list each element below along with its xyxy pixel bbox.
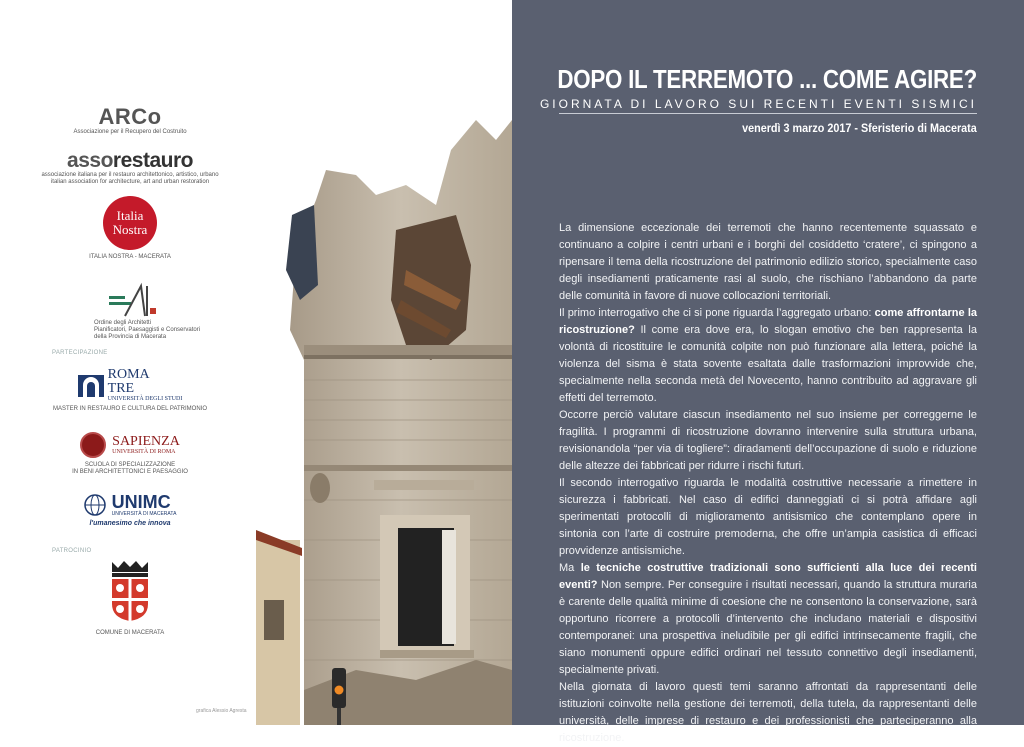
unimc-wordmark — [112, 493, 177, 517]
arco-name: ARCo — [98, 104, 162, 129]
roma-tre-wordmark — [108, 368, 183, 403]
event-title: DOPO IL TERREMOTO ... COME AGIRE? — [557, 64, 977, 94]
arco-subtitle: Associazione per il Recupero del Costruito — [73, 129, 187, 135]
paragraph-4: Il secondo interrogativo riguarda le modalità costruttive necessarie a rimettere in sicurezza i fabbricati. Nel caso di edifici danneggiati ci si potrà affidare agli sperimentati protocolli di miglioramento antisismico che contemplano opere in sintonia con l’arte di costruire premoderna, che offre un’ampia casistica di efficaci provvidenze antisismiche. — [559, 477, 977, 557]
event-date-location: venerdì 3 marzo 2017 - Sferisterio di Macerata — [742, 121, 977, 135]
italia-nostra-logo — [40, 196, 220, 261]
event-description — [559, 220, 977, 747]
paragraph-6: Nella giornata di lavoro questi temi saranno affrontati da rappresentanti delle istituzioni coinvolte nella gestione dei terremoti, della tutela, da rappresentanti delle università, delle imprese di restauro e dei professionisti che parteciperanno alla ricostruzione. — [559, 681, 977, 744]
sapienza-caption2: IN BENI ARCHITETTONICI E PAESAGGIO — [72, 469, 188, 475]
paragraph-5-a: Ma — [559, 562, 581, 574]
sapienza-word2: UNIVERSITÀ DI ROMA — [112, 448, 176, 455]
event-panel — [512, 0, 1024, 744]
sapienza-wordmark — [112, 435, 180, 456]
paragraph-2-c: Il come era dove era, lo slogan emotivo che ben rappresenta la volontà di ricostituire le comunità colpite non può funzionare alla lettera, poiché la violenza del sisma è stata sovente esaltata dalle trasformazioni improvvide che, specialmente nella seconda metà del Novecento, hanno contribuito ad aggravare gli effetti del terremoto. — [559, 324, 977, 404]
arco-logo — [40, 105, 220, 136]
earthquake-damaged-building-photo — [256, 0, 512, 725]
paragraph-5-question: le tecniche costruttive tradizionali sono sufficienti alla luce dei recenti eventi? — [559, 562, 977, 591]
italia-nostra-word2: Nostra — [112, 222, 148, 237]
paragraph-2-question: come affrontarne la ricostruzione? — [559, 307, 977, 336]
sapienza-seal-icon — [80, 432, 106, 458]
unimc-sub: UNIVERSITÀ DI MACERATA — [111, 511, 177, 517]
italia-nostra-word1: Italia — [116, 208, 144, 223]
paragraph-5-c: Non sempre. Per conseguire i risultati necessari, quando la struttura muraria è carente delle qualità minime di coesione che ne consentono la conservazione, sarà opportuno ricorrere a protocolli d’intervento che includano materiali e dispositivi contemporanei: una prospettiva ineludibile per gli edifici intrinsecamente fragili, che siano monumenti oppure edifici ordinari nel tessuto connettivo degli insediamenti, specialmente privati. — [559, 579, 977, 676]
ordine-architetti-logo — [40, 282, 220, 341]
sapienza-logo — [40, 432, 220, 476]
paragraph-1: La dimensione eccezionale dei terremoti che hanno recentemente squassato e continuano a colpire i centri urbani e i borghi del cosiddetto ‘cratere’, ci spingono a ripensare il tema della ricostruzione del patrimonio edilizio storico, specialmente caso degli insediamenti praticamente rasi al suolo, che rischiano l’abbandono da parte delle comunità in favore di nuove collocazioni territoriali. — [559, 222, 977, 302]
unimc-word: UNIMC — [111, 492, 171, 512]
unimc-tagline: l'umanesimo che innova — [89, 520, 171, 527]
ordine-line3: della Provincia di Macerata — [94, 334, 167, 340]
sponsors-column — [0, 0, 256, 725]
unimc-mark — [40, 493, 220, 517]
sapienza-caption1: SCUOLA DI SPECIALIZZAZIONE — [84, 462, 176, 468]
ordine-line1: Ordine degli Architetti — [94, 320, 152, 326]
assorestauro-name-a: asso — [67, 149, 113, 172]
sapienza-word1: SAPIENZA — [112, 433, 180, 449]
italia-nostra-caption: ITALIA NOSTRA - MACERATA — [89, 254, 171, 260]
roma-tre-arch-icon — [78, 373, 104, 399]
macerata-coat-of-arms-icon — [109, 560, 151, 622]
roma-tre-word1: ROMA — [107, 367, 150, 382]
sapienza-mark — [40, 432, 220, 458]
comune-macerata-caption: COMUNE DI MACERATA — [95, 630, 165, 636]
roma-tre-logo — [40, 368, 220, 413]
roma-tre-word3: UNIVERSITÀ DEGLI STUDI — [107, 396, 183, 402]
unimc-logo — [40, 493, 220, 527]
assorestauro-line1: associazione italiana per il restauro architettonico, artistico, urbano — [41, 172, 219, 178]
italia-nostra-mark — [103, 196, 157, 250]
title-divider — [559, 113, 977, 114]
paragraph-2 — [559, 305, 977, 407]
assorestauro-name — [40, 150, 220, 172]
paragraph-2-a: Il primo interrogativo che ci si pone riguarda l’aggregato urbano: — [559, 307, 875, 319]
partecipazione-label: PARTECIPAZIONE — [52, 350, 108, 356]
roma-tre-word2: TRE — [107, 381, 135, 396]
damaged-tower-illustration — [256, 0, 512, 725]
paragraph-5 — [559, 560, 977, 679]
assorestauro-name-b: restauro — [112, 149, 193, 172]
assorestauro-line2: italian association for architecture, art and urban restoration — [50, 179, 210, 185]
assorestauro-logo — [40, 150, 220, 186]
ordine-architetti-mark-icon — [95, 282, 165, 320]
unimc-globe-icon — [84, 494, 106, 516]
comune-macerata-logo — [40, 560, 220, 637]
ordine-line2: Pianificatori, Paesaggisti e Conservatori — [94, 327, 201, 333]
patrocinio-label: PATROCINIO — [52, 548, 92, 554]
paragraph-3: Occorre perciò valutare ciascun insediamento nel suo insieme per correggerne le fragilità. I programmi di ricostruzione dovranno intervenire sulla struttura urbana, revisionandola “per via di togliere”: diradamenti dell’occupazione di suolo e riduzione delle altezze dei fabbricati per ridurre i rischi futuri. — [559, 409, 977, 472]
event-subtitle: GIORNATA DI LAVORO SUI RECENTI EVENTI SISMICI — [539, 97, 977, 111]
graphic-credit: grafica Alessio Agresta — [196, 708, 247, 714]
roma-tre-mark — [40, 368, 220, 403]
roma-tre-caption: MASTER IN RESTAURO E CULTURA DEL PATRIMONIO — [52, 406, 208, 412]
